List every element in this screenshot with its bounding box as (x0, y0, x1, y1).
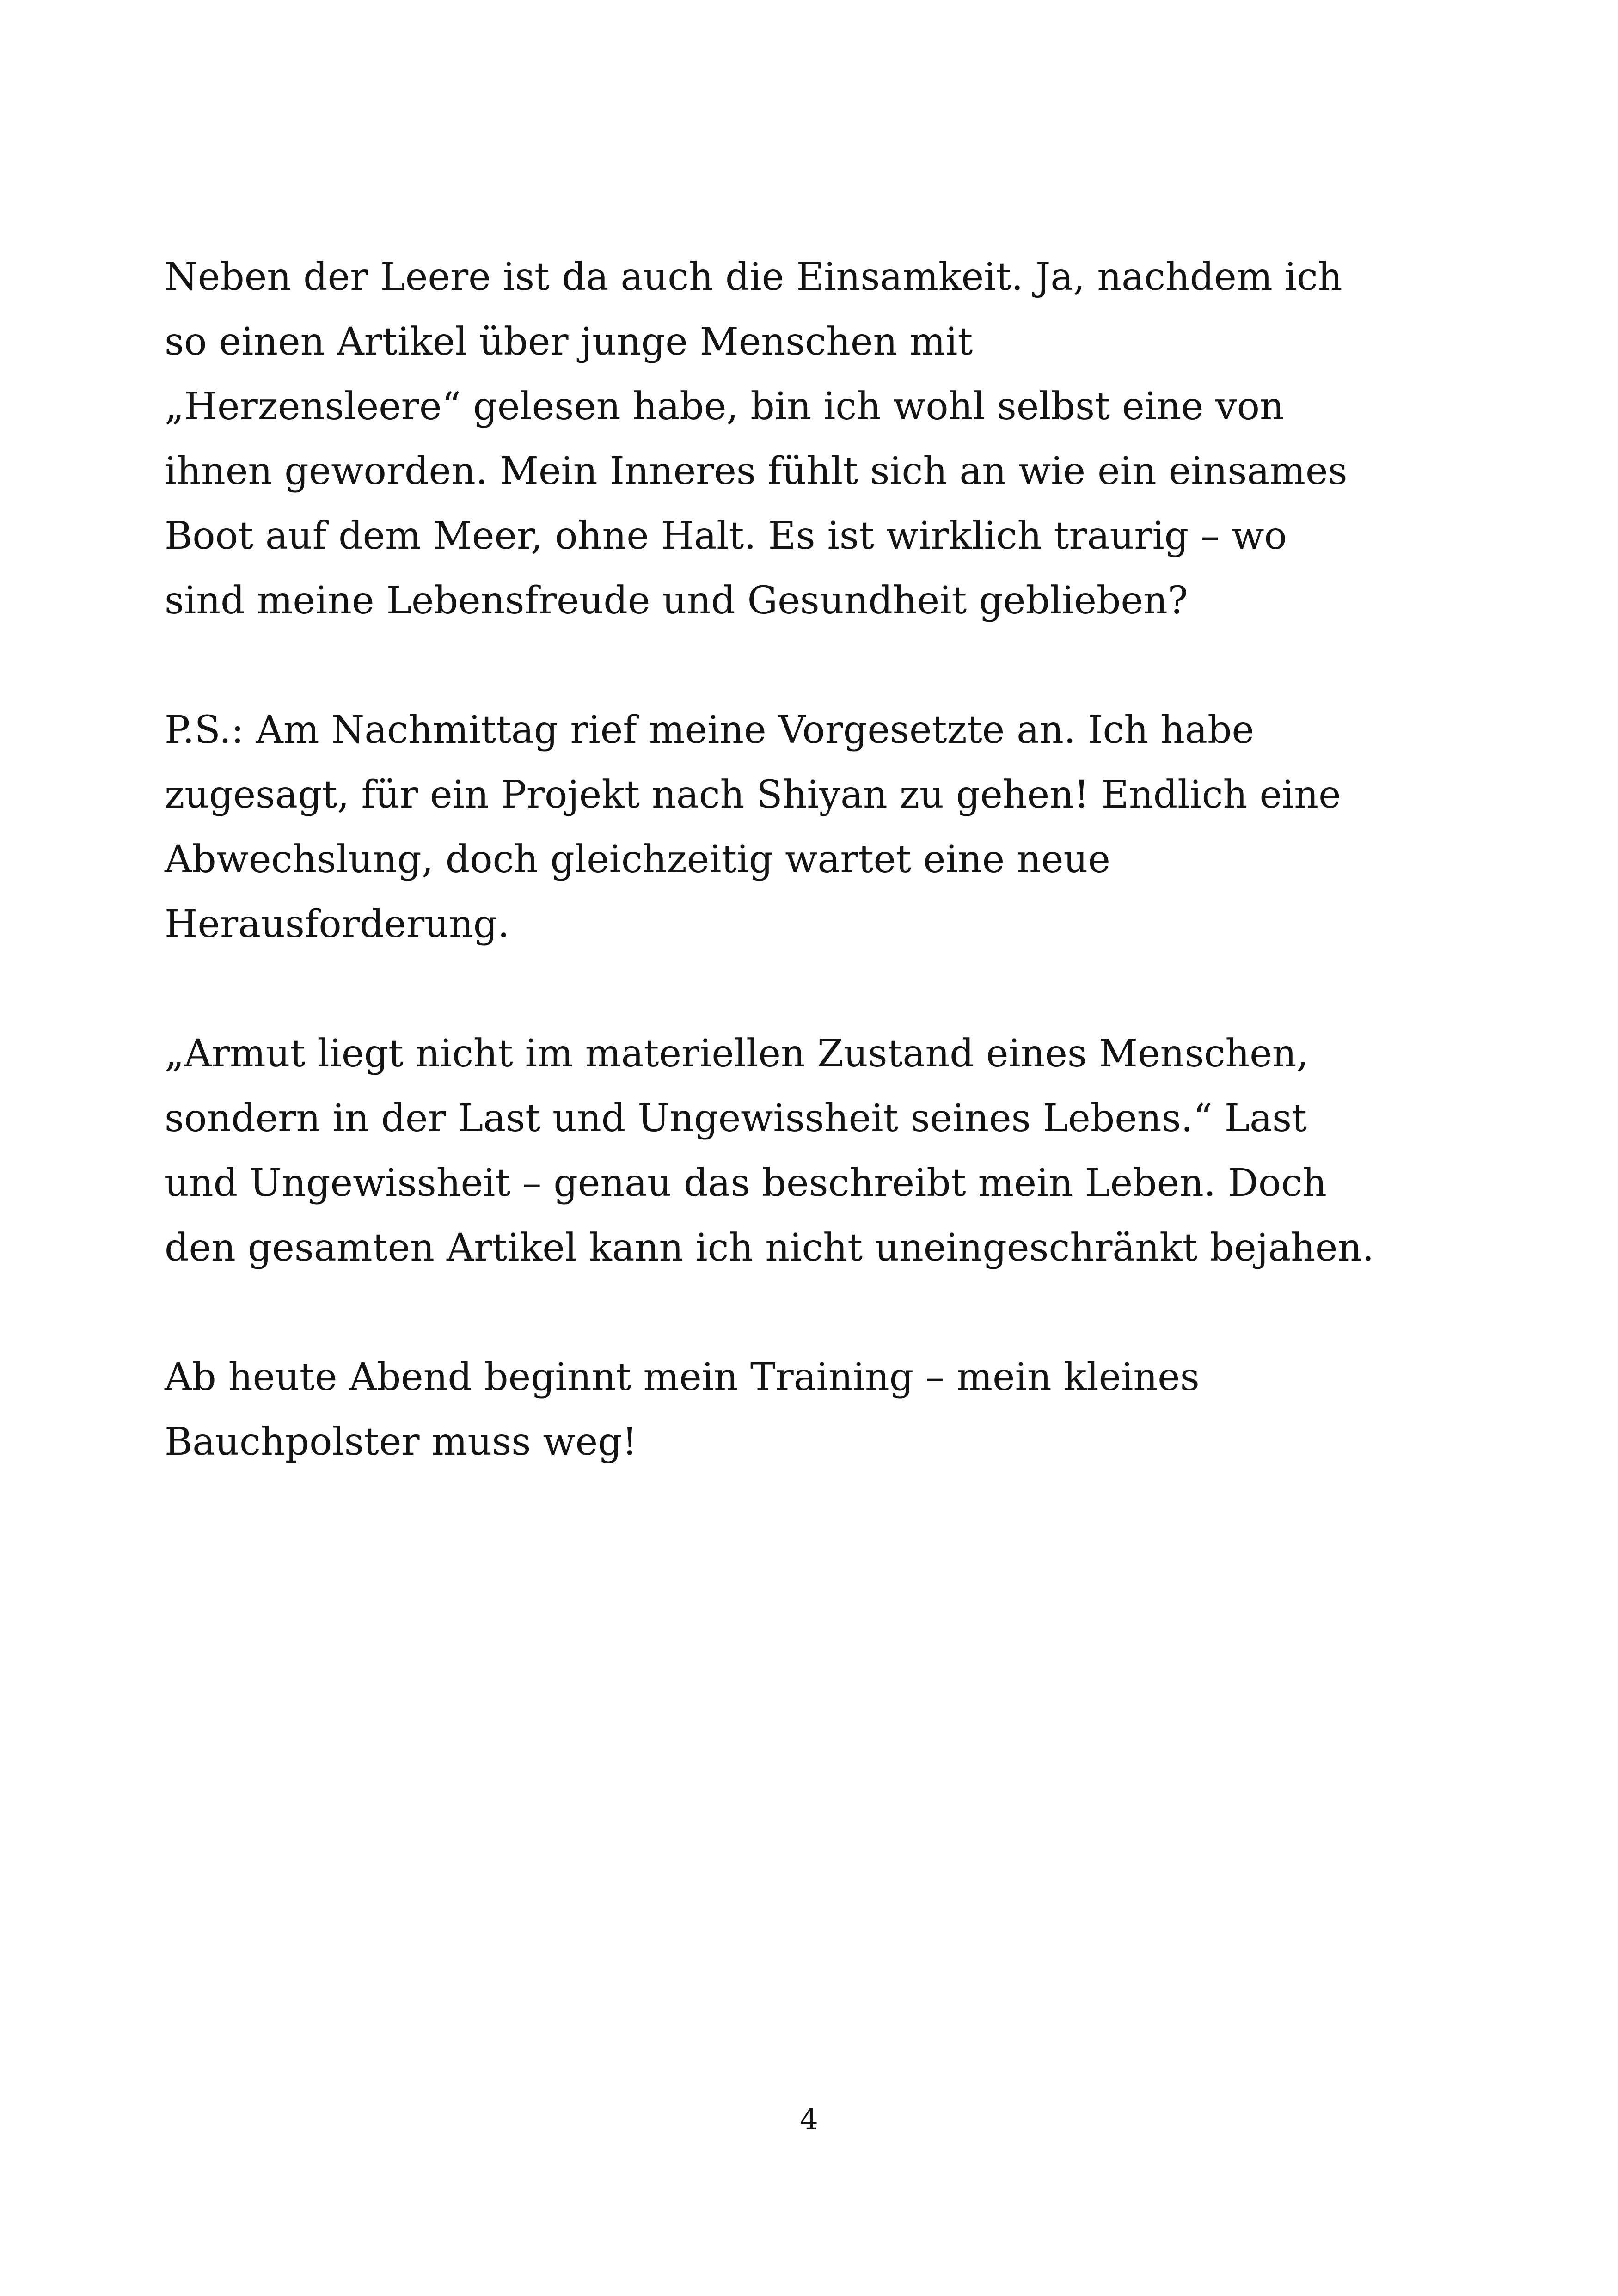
paragraph-1-line-3: „Herzensleere“ gelesen habe, bin ich wohl selbst eine von (165, 385, 1284, 429)
paragraph-3-line-2: sondern in der Last und Ungewissheit seines Lebens.“ Last (165, 1096, 1307, 1140)
page-number: 4 (800, 2102, 818, 2136)
paragraph-3-line-4: den gesamten Artikel kann ich nicht uneingeschränkt bejahen. (165, 1226, 1374, 1270)
paragraph-4-line-1: Ab heute Abend beginnt mein Training – mein kleines (165, 1355, 1200, 1399)
paragraph-1-line-4: ihnen geworden. Mein Inneres fühlt sich an wie ein einsames (165, 449, 1348, 493)
paragraph-3-line-3: und Ungewissheit – genau das beschreibt mein Leben. Doch (165, 1161, 1327, 1205)
paragraph-1-line-5: Boot auf dem Meer, ohne Halt. Es ist wirklich traurig – wo (165, 514, 1287, 558)
paragraph-2-line-2: zugesagt, für ein Projekt nach Shiyan zu gehen! Endlich eine (165, 773, 1341, 817)
paragraph-2-line-3: Abwechslung, doch gleichzeitig wartet eine neue (165, 838, 1110, 882)
paragraph-1-line-6: sind meine Lebensfreude und Gesundheit geblieben? (165, 579, 1188, 623)
paragraph-4-line-2: Bauchpolster muss weg! (165, 1420, 637, 1464)
paragraph-1-line-1: Neben der Leere ist da auch die Einsamkeit. Ja, nachdem ich (165, 255, 1342, 299)
paragraph-3-line-1: „Armut liegt nicht im materiellen Zustand eines Menschen, (165, 1032, 1309, 1076)
paragraph-2-line-4: Herausforderung. (165, 902, 510, 946)
paragraph-2-line-1: P.S.: Am Nachmittag rief meine Vorgesetzte an. Ich habe (165, 708, 1254, 752)
paragraph-1-line-2: so einen Artikel über junge Menschen mit (165, 320, 973, 364)
